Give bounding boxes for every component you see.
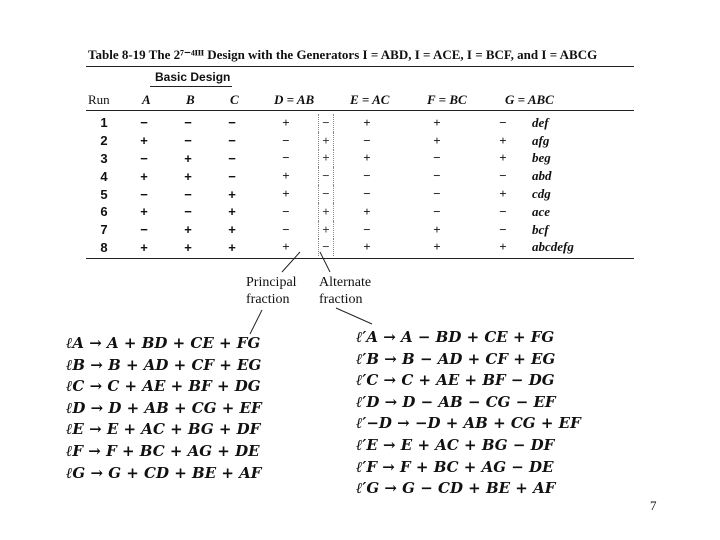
header-run: Run	[88, 92, 110, 107]
cell-c: −	[228, 168, 236, 184]
cell-d: +	[282, 239, 290, 255]
cell-a: +	[140, 239, 148, 255]
cell-label: abd	[532, 168, 552, 184]
header-b: B	[186, 92, 195, 107]
cell-d: +	[282, 114, 290, 130]
header-d: D = AB	[274, 92, 315, 107]
alternate-pointer-top	[320, 252, 330, 272]
cell-c: −	[228, 150, 236, 166]
cell-b: −	[184, 186, 192, 202]
cell-b: −	[184, 115, 192, 131]
header-g: G = ABC	[505, 92, 554, 107]
equation-row: ℓ′A → A − BD + CE + FG	[356, 328, 555, 346]
cell-run: 2	[100, 133, 108, 149]
cell-alt: −	[319, 239, 334, 257]
cell-alt: +	[319, 150, 334, 168]
cell-b: +	[184, 239, 192, 255]
cell-run: 8	[100, 239, 108, 255]
cell-a: +	[140, 204, 148, 220]
cell-g: +	[499, 186, 507, 202]
cell-g: +	[499, 132, 507, 148]
cell-f: +	[433, 132, 441, 148]
header-c: C	[230, 92, 239, 107]
cell-f: +	[433, 239, 441, 255]
cell-e: +	[363, 150, 371, 166]
principal-pointer-bottom	[250, 310, 262, 334]
cell-label: cdg	[532, 186, 551, 202]
cell-alt: +	[319, 221, 334, 239]
cell-d: −	[282, 150, 290, 166]
cell-label: bcf	[532, 221, 549, 237]
equation-row: ℓ′G → G − CD + BE + AF	[356, 479, 556, 498]
cell-c: +	[228, 222, 236, 238]
cell-f: −	[433, 150, 441, 166]
principal-equations	[66, 333, 262, 484]
equation-row: ℓG → G + CD + BE + AF	[66, 463, 262, 482]
equation-row: ℓC → C + AE + BF + DG	[66, 377, 261, 396]
cell-a: −	[140, 115, 148, 131]
cell-d: +	[282, 186, 290, 202]
cell-b: +	[184, 150, 192, 166]
cell-e: −	[363, 186, 371, 202]
equation-row: ℓ′−D → −D + AB + CG + EF	[356, 414, 581, 433]
cell-f: +	[433, 221, 441, 237]
cell-c: −	[228, 133, 236, 149]
cell-c: +	[228, 204, 236, 220]
cell-d: −	[282, 221, 290, 237]
cell-alt: +	[319, 132, 334, 150]
alternate-fraction-label: Alternate fraction	[319, 275, 372, 307]
table-caption: Table 8-19 The 2⁷⁻⁴ᴵᴵᴵ Design with the Generators I = ABD, I = ACE, I = BCF, and I = ABCG	[88, 47, 598, 62]
header-f: F = BC	[427, 92, 467, 107]
equation-row: ℓE → E + AC + BG + DF	[66, 420, 261, 439]
cell-label: ace	[532, 203, 551, 219]
cell-e: +	[363, 114, 371, 130]
principal-pointer-top	[282, 252, 300, 272]
equation-row: ℓD → D + AB + CG + EF	[66, 398, 262, 417]
cell-run: 7	[100, 222, 108, 238]
cell-g: −	[499, 221, 507, 237]
cell-run: 4	[100, 168, 108, 184]
cell-e: −	[363, 132, 371, 148]
cell-d: +	[282, 168, 290, 184]
cell-a: +	[140, 133, 148, 149]
cell-e: −	[363, 168, 371, 184]
basic-design-label: Basic Design	[155, 70, 231, 84]
cell-alt: −	[319, 185, 334, 203]
cell-g: +	[499, 150, 507, 166]
equation-row: ℓ′C → C + AE + BF − DG	[356, 371, 555, 390]
equation-row: ℓA → A + BD + CE + FG	[66, 334, 261, 352]
cell-c: −	[228, 115, 236, 131]
equation-row: ℓB → B + AD + CF + EG	[66, 355, 262, 374]
cell-g: −	[499, 168, 507, 184]
cell-label: afg	[532, 132, 550, 148]
cell-run: 1	[100, 115, 108, 131]
cell-label: def	[532, 114, 549, 130]
page-number: 7	[650, 498, 657, 513]
cell-c: +	[228, 186, 236, 202]
alternate-pointer-bottom	[336, 308, 372, 324]
cell-a: −	[140, 222, 148, 238]
equation-row: ℓ′F → F + BC + AG − DE	[356, 457, 554, 476]
cell-alt: −	[319, 114, 334, 132]
cell-b: +	[184, 168, 192, 184]
cell-alt: −	[319, 167, 334, 185]
cell-c: +	[228, 239, 236, 255]
cell-d: −	[282, 203, 290, 219]
cell-b: −	[184, 133, 192, 149]
cell-a: −	[140, 186, 148, 202]
cell-g: −	[499, 203, 507, 219]
header-a: A	[142, 92, 151, 107]
cell-b: −	[184, 204, 192, 220]
principal-fraction-label: Principal fraction	[246, 275, 297, 307]
cell-a: +	[140, 168, 148, 184]
equation-row: ℓ′B → B − AD + CF + EG	[356, 349, 556, 368]
cell-f: +	[433, 114, 441, 130]
cell-g: +	[499, 239, 507, 255]
cell-e: +	[363, 203, 371, 219]
cell-alt: +	[319, 203, 334, 221]
equation-row: ℓ′D → D − AB − CG − EF	[356, 392, 556, 411]
cell-run: 3	[100, 150, 108, 166]
cell-g: −	[499, 114, 507, 130]
alternate-equations	[356, 327, 581, 500]
cell-a: −	[140, 150, 148, 166]
cell-f: −	[433, 168, 441, 184]
cell-run: 6	[100, 204, 108, 220]
cell-b: +	[184, 222, 192, 238]
cell-label: abcdefg	[532, 239, 574, 255]
cell-e: +	[363, 239, 371, 255]
cell-f: −	[433, 186, 441, 202]
cell-e: −	[363, 221, 371, 237]
header-e: E = AC	[350, 92, 390, 107]
cell-label: beg	[532, 150, 551, 166]
equation-row: ℓF → F + BC + AG + DE	[66, 441, 260, 460]
equation-row: ℓ′E → E + AC + BG − DF	[356, 435, 555, 454]
cell-run: 5	[100, 186, 108, 202]
cell-d: −	[282, 132, 290, 148]
cell-f: −	[433, 203, 441, 219]
